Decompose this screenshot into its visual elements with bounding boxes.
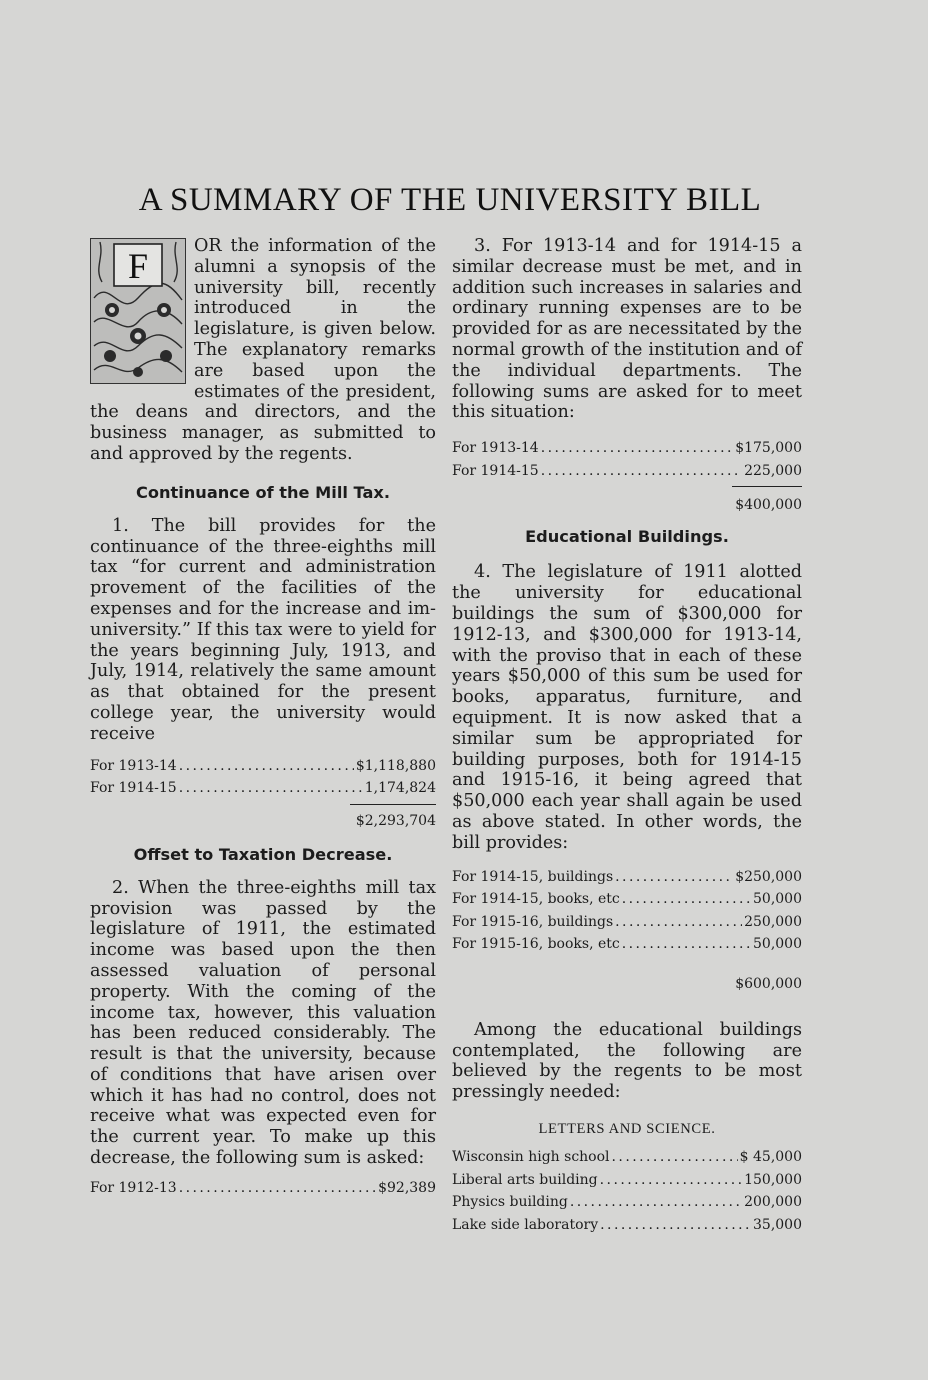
- ledger-row: For 1913-14 . . . $175,000: [452, 437, 802, 460]
- left-column: [90, 236, 436, 1199]
- ledger-row: Lake side laboratory . . . 35,000: [452, 1214, 802, 1237]
- intro-paragraph: OR the information of the alumni a synopsis of the university bill, recently introduced in the legislature, is given below. The explanatory remarks are based upon the estimates of the president, the deans and directors, and the business manager, as submitted to and approved by the regents.: [90, 236, 436, 464]
- paragraph-4: 4. The legislature of 1911 alotted the university for educational buildings the sum of $300,000 for 1912-13, and $300,000 for 1913-14, with the proviso that in each of these years $50,000 of this sum be used for books, apparatus, furniture, and equipment. It is now asked that a similar sum be appropriated for building purposes, both for 1914-15 and 1915-16, it being agreed that $50,000 each year shall again be used as above stated. In other words, the bill provides:: [452, 562, 802, 853]
- heading-mill-tax: Continuance of the Mill Tax.: [135, 482, 391, 502]
- ledger-buildings: [452, 866, 802, 956]
- ledger-row: Physics building . . . 200,000: [452, 1191, 802, 1214]
- paragraph-1: 1. The bill provides for the continuance of the three-eighths mill tax “for current and administration provement of the facilities of the expenses and for the increase and im- university.” If this tax were to yield for the years beginning July, 1913, and July, 1914, relatively the same amount as that obtained for the present college year, the university would receive: [90, 515, 436, 744]
- ledger-offset: [90, 1177, 436, 1200]
- ledger-mill-tax: [90, 755, 436, 800]
- ledger-row: For 1914-15 . . . 1,174,824: [90, 777, 436, 800]
- heading-educational-buildings: Educational Buildings.: [525, 527, 729, 547]
- ledger-row: For 1915-16, buildings . . . 250,000: [452, 911, 802, 934]
- right-column: [452, 236, 802, 1236]
- sum-rule: [350, 804, 436, 805]
- page-title: A SUMMARY OF THE UNIVERSITY BILL: [138, 182, 762, 218]
- ledger-row: Wisconsin high school . . . $ 45,000: [452, 1146, 802, 1169]
- ledger-row: For 1912-13 . . . $92,389: [90, 1177, 436, 1200]
- subheading-letters-science: LETTERS AND SCIENCE.: [538, 1121, 716, 1138]
- ledger-row: For 1914-15, books, etc . . . 50,000: [452, 888, 802, 911]
- ledger-row: For 1913-14 . . . $1,118,880: [90, 755, 436, 778]
- ledger-letters-science: [452, 1146, 802, 1236]
- paragraph-5: Among the educational buildings contemplated, the following are believed by the regents to be most pressingly needed:: [452, 1019, 802, 1103]
- total-buildings: $600,000: [735, 975, 802, 992]
- ledger-row: Liberal arts building . . . 150,000: [452, 1169, 802, 1192]
- ledger-section-3: [452, 437, 802, 482]
- heading-offset-taxation: Offset to Taxation Decrease.: [133, 844, 393, 864]
- dropcap-letter: F: [127, 246, 149, 286]
- ornamental-dropcap: [90, 238, 186, 384]
- total-section-3: $400,000: [735, 497, 802, 514]
- total-mill-tax: $2,293,704: [355, 812, 436, 829]
- paragraph-3: 3. For 1913-14 and for 1914-15 a similar decrease must be met, and in addition such increases in salaries and ordinary running expenses are to be provided for as are necessitated by the normal growth of the institution and of the individual departments. The following sums are asked for to meet this situation:: [452, 236, 802, 423]
- paragraph-2: 2. When the three-eighths mill tax provision was passed by the legislature of 1911, the estimated income was based upon the then assessed valuation of personal property. With the coming of the income tax, however, this valuation has been reduced considerably. The result is that the university, because of conditions that have arisen over which it has had no control, does not receive what was expected even for the current year. To make up this decrease, the following sum is asked:: [90, 877, 436, 1169]
- ledger-row: For 1915-16, books, etc . . . 50,000: [452, 933, 802, 956]
- ledger-row: For 1914-15, buildings . . . $250,000: [452, 866, 802, 889]
- sum-rule: [732, 486, 802, 487]
- ledger-row: For 1914-15 . . . 225,000: [452, 460, 802, 483]
